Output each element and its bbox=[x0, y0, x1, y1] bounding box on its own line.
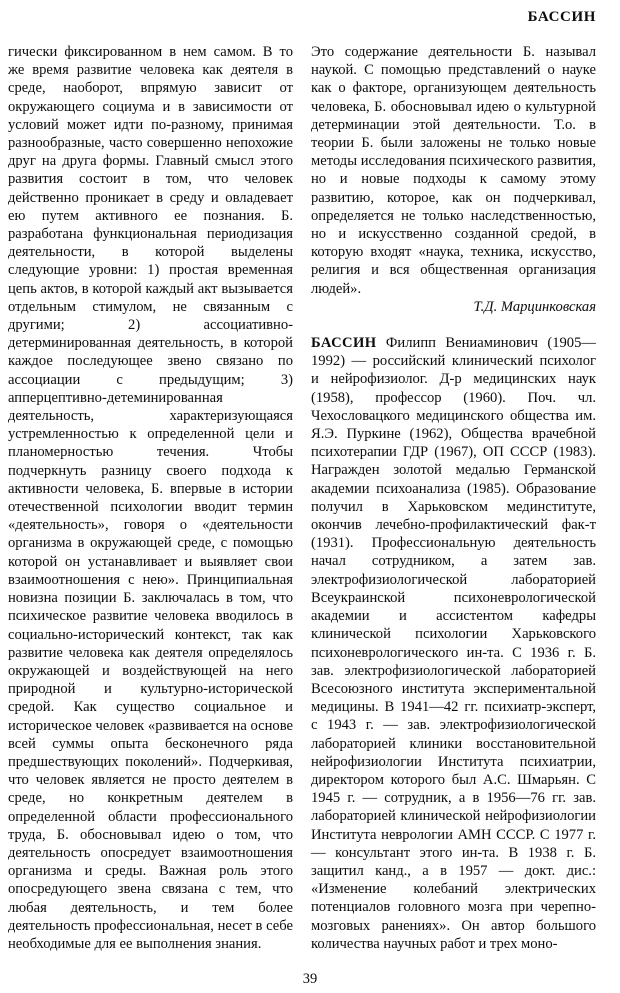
right-column bbox=[311, 43, 596, 953]
entry-body: Филипп Вениаминович (1905—1992) — российский клинический психолог и нейрофизиолог. Д-р медицинских наук (1958), профессор (1960). Поч. чл. Чехословацкого медицинского общества им. Я.Э. Пуркине (1962), Общества врачебной психотерапии ГДР (1967), ОП СССР (1983). Награжден золотой медалью Германской академии психоанализа (1985). Образование получил в Харьковском мединституте, окончив лечебно-профилактический фак-т (1931). Профессиональную деятельность начал сотрудником, а затем зав. электрофизиологической лабораторией Всеукраинской психоневрологической академии и ассистентом кафедры клинической психологии Харьковского психоневрологического ин-та. С 1936 г. Б. зав. электрофизиологической лабораторией Всесоюзного института экспериментальной медицины. В 1941—42 гг. психиатр-эксперт, с 1943 г. — зав. электрофизиологической лабораторией клиники восстановительной нейрофизиологии Института психиатрии, директором которого был А.С. Шмарьян. С 1945 г. — сотрудник, а в 1956—76 гг. зав. лабораторией клинической нейрофизиологии Института неврологии АМН СССР. С 1977 г. — консультант этого ин-та. В 1938 г. Б. защитил канд., а в 1957 — докт. дис.: «Изменение колебаний электрических потенциалов головного мозга при черепно-мозговых ранениях». Он автор большого количества научных работ и трех моно- bbox=[311, 335, 596, 952]
left-column-text: гически фиксированном в нем самом. В то же время развитие человека как деятеля в среде, наоборот, впрямую зависит от окружающего социума и в зависимости от условий может идти по-разному, принимая разнообразные, часто совершенно непохожие друг на друга формы. Главный смысл этого развития состоит в том, что человек действенно проникает в среду и овладевает ею путем активного ее познания. Б. разработана функциональная периодизация деятельности, в которой выделены следующие уровни: 1) простая временная цепь актов, в которой каждый акт вызывается отдельным стимулом, не связанным с другими; 2) ассоциативно-детерминированная деятельность, в которой каждое последующее звено связано по ассоциации с предыдущим; 3) апперцептивно-детеминированная деятельность, характеризующаяся устремленностью к определенной цели и планомерностью течения. Чтобы подчеркнуть разницу своего подхода к активности человека, Б. впервые в истории отечественной психологии вводит термин «деятельность», говоря о «деятельности организма в окружающей среде, с помощью которой он устанавливает и выявляет свои взаимоотношения с нею». Принципиальная новизна позиции Б. заключалась в том, что психическое развитие человека вводилось в социально-исторический контекст, так как развитие человека как деятеля определялось окружающей и воздействующей на него природной и культурно-исторической средой. Как существо социальное и историческое человек «развивается на основе всей суммы опыта бесконечного ряда предшествующих поколений». Подчеркивая, что человек является не просто деятелем в среде, но конкретным деятелем в определенной области профессионального труда, Б. обосновывал идею о том, что деятельность опосредует взаимоотношения организма и среды. Важная роль этого опосредующего звена связана с тем, что любая деятельность, и тем более деятельность профессиональная, несет в себе необходимые для ее выполнения знания. bbox=[8, 44, 293, 952]
author-byline: Т.Д. Марцинковская bbox=[473, 298, 596, 315]
page-number: 39 bbox=[302, 971, 318, 987]
text-columns bbox=[8, 43, 596, 953]
entry-paragraph bbox=[311, 334, 596, 953]
left-column bbox=[8, 43, 293, 953]
entry-headword: БАССИН bbox=[311, 335, 377, 352]
running-head: БАССИН bbox=[527, 9, 596, 25]
right-column-paragraph: Это содержание деятельности Б. называл наукой. С помощью представлений о науке как о факторе, организующем деятельность человека, Б. обосновывал идею о культурной детерминации этой деятельности. Т.о. в теории Б. были заложены не только новые методы исследования психического развития, но и новые подходы к самому этому развитию, которое, как он подчеркивал, определяется не только наследственностью, но и искусственно созданной средой, в которую входят «наука, техника, искусство, религия и вся общественная организация людей». bbox=[311, 44, 596, 297]
